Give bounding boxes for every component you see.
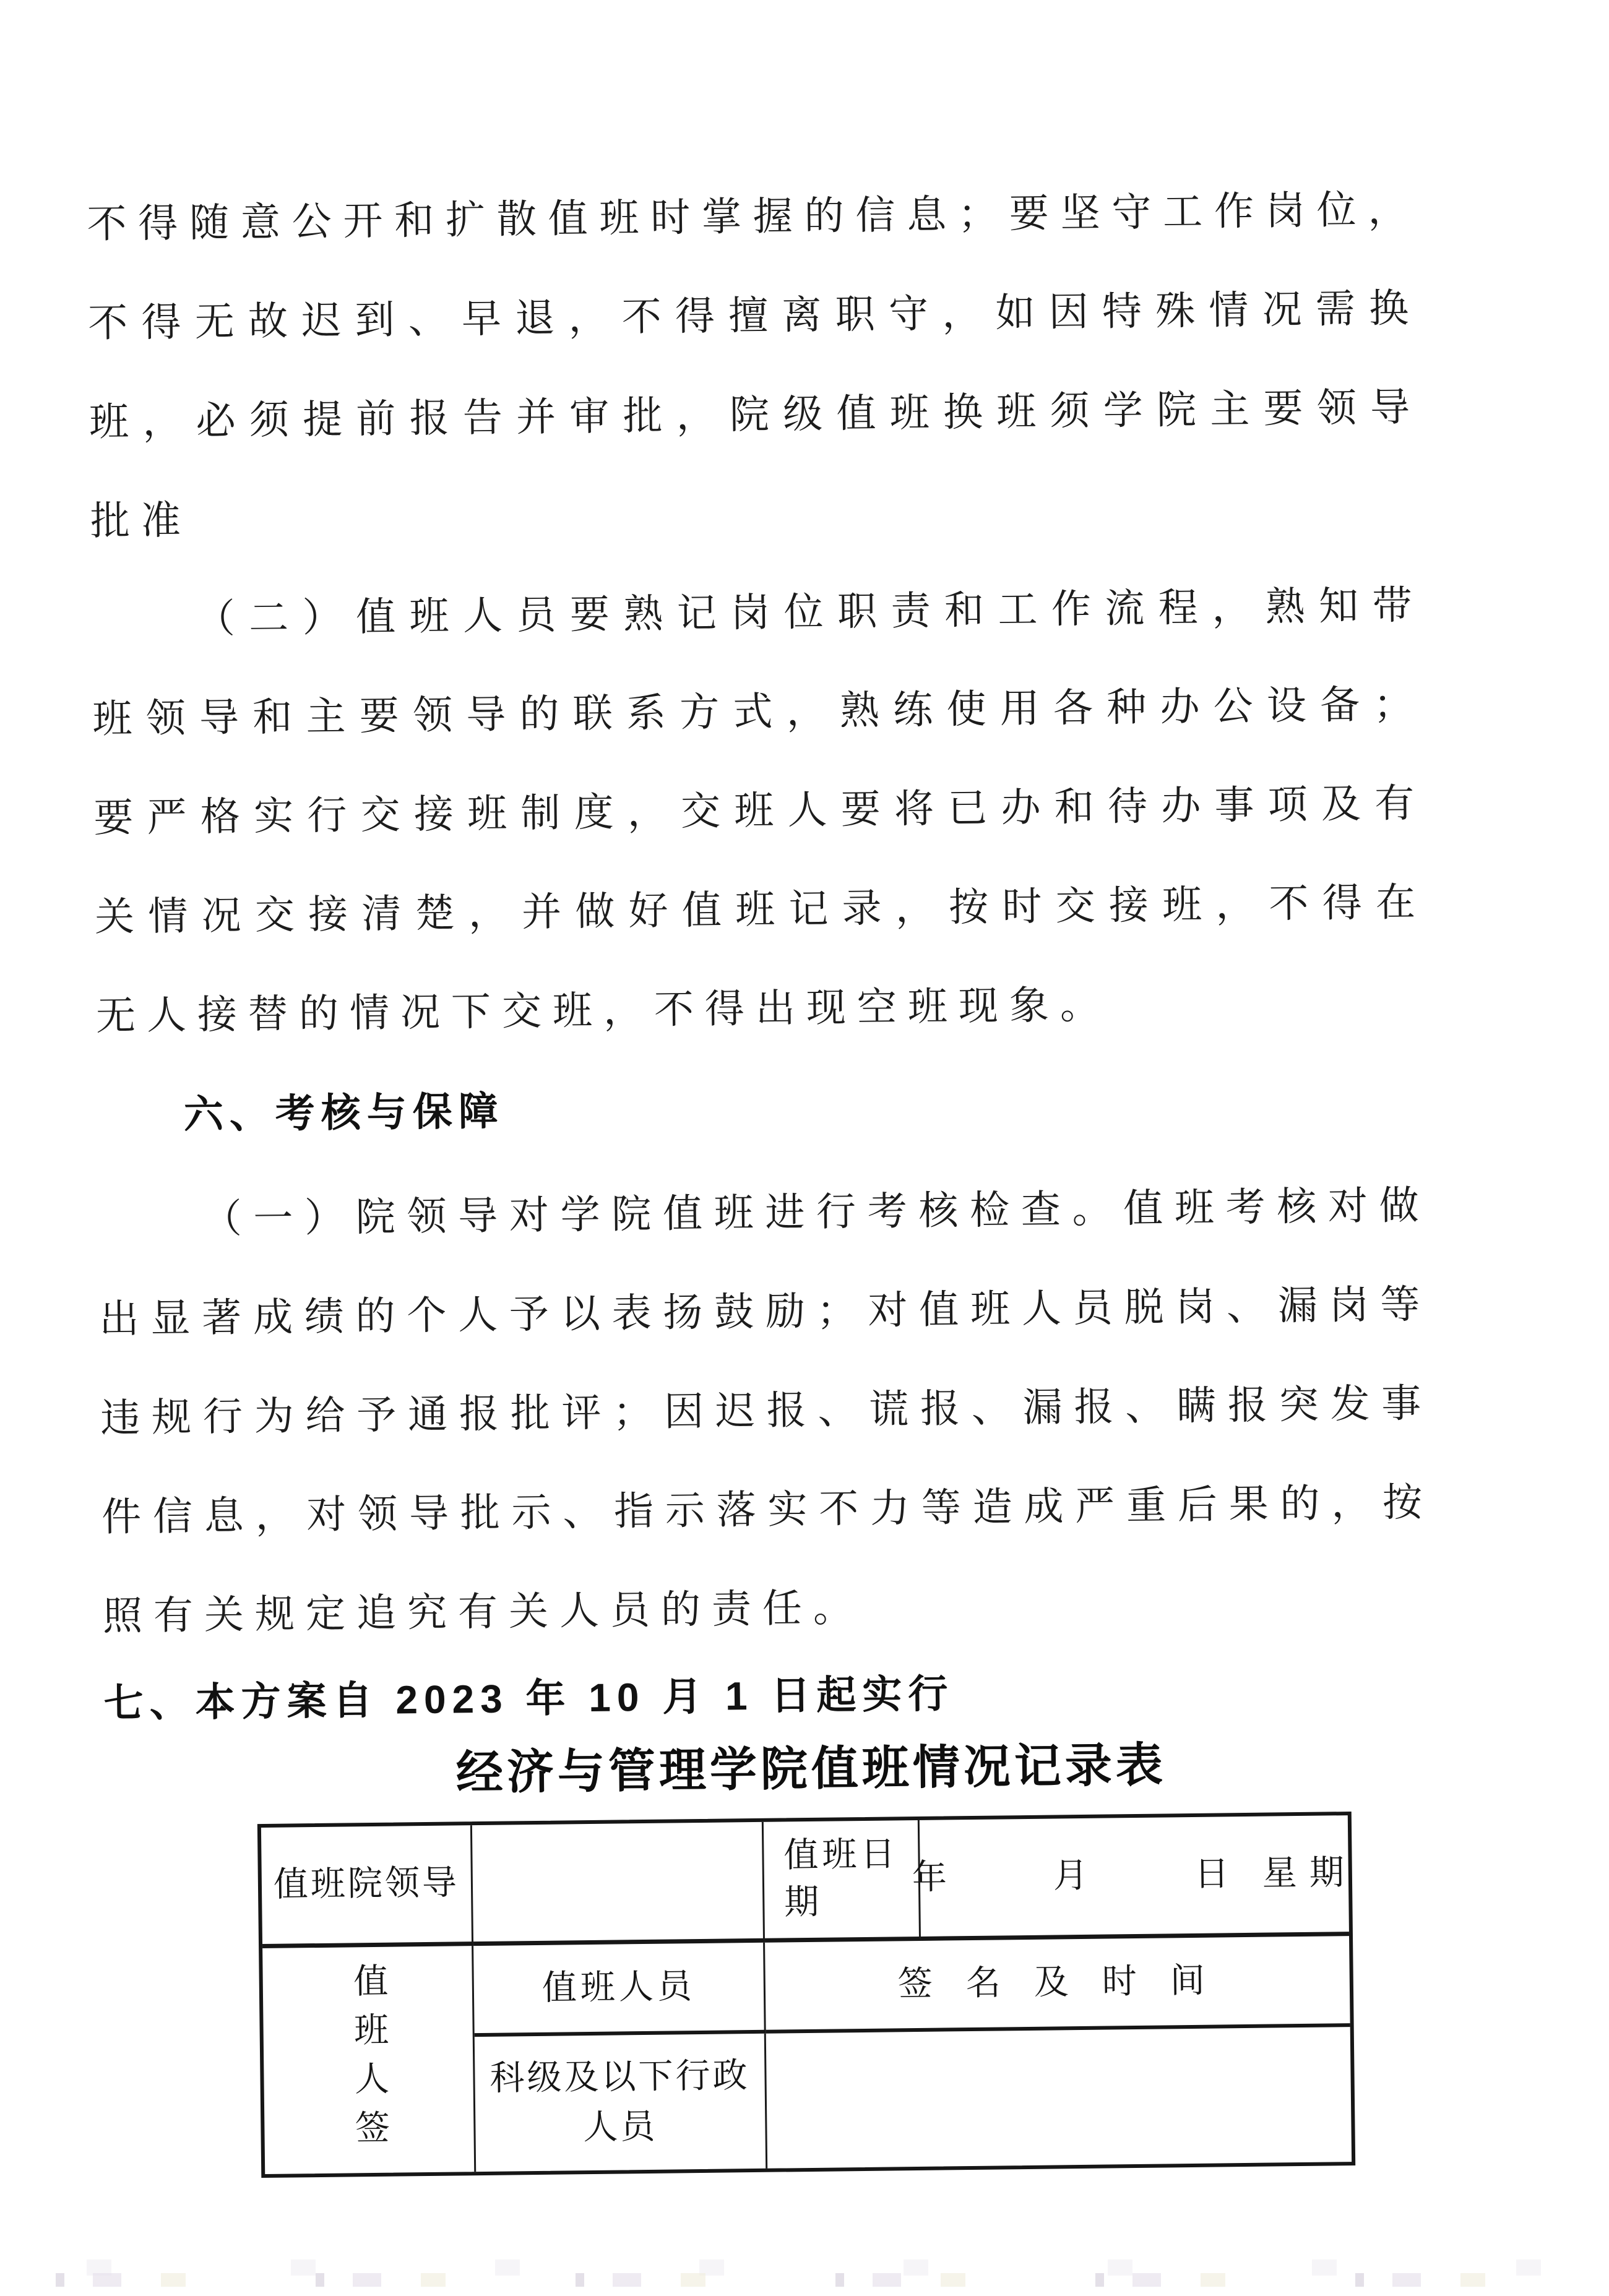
body-line-8: 关情况交接清楚，并做好值班记录，按时交接班，不得在: [94, 880, 1427, 939]
cell-duty-date-value: 年 月 日 星期: [920, 1815, 1349, 1941]
cell-admin-staff-label: 科级及以下行政人员: [475, 2034, 767, 2172]
body-line-14: 件信息，对领导批示、指示落实不力等造成严重后果的，按: [101, 1480, 1434, 1539]
body-line-3: 班，必须提前报告并审批，院级值班换班须学院主要领导: [88, 385, 1421, 445]
body-line-12: 出显著成绩的个人予以表扬鼓励；对值班人员脱岗、漏岗等: [99, 1282, 1431, 1341]
cell-signature-time-label: 签 名 及 时 间: [765, 1936, 1350, 2034]
duty-record-table: [257, 1812, 1355, 2178]
body-line-4: 批准: [90, 498, 192, 544]
cell-duty-person-label: 值班人员: [473, 1943, 766, 2037]
cell-duty-date-label: 值班日期: [764, 1820, 921, 1943]
cell-duty-leader-label: 值班院领导: [261, 1825, 473, 1948]
body-line-2: 不得无故迟到、早退，不得擅离职守，如因特殊情况需换: [87, 286, 1420, 346]
body-line-6: 班领导和主要领导的联系方式，熟练使用各种办公设备；: [92, 682, 1425, 742]
cell-duty-leader-value: [472, 1822, 765, 1946]
body-line-7: 要严格实行交接班制度，交班人要将已办和待办事项及有: [93, 781, 1426, 840]
body-line-5-para2-start: （二）值班人员要熟记岗位职责和工作流程，熟知带: [195, 583, 1424, 642]
body-line-15: 照有关规定追究有关人员的责任。: [102, 1585, 865, 1638]
body-line-1: 不得随意公开和扩散值班时掌握的信息；要坚守工作岗位，: [87, 187, 1419, 247]
duty-record-table-title: 经济与管理学院值班情况记录表: [455, 1739, 1167, 1800]
section-heading-six: 六、考核与保障: [183, 1088, 505, 1137]
cell-admin-staff-value: [766, 2027, 1352, 2169]
scan-edge-noise: [0, 2273, 1609, 2287]
section-heading-seven: 七、本方案自 2023 年 10 月 1 日起实行: [103, 1671, 954, 1726]
body-line-13: 违规行为给予通报批评；因迟报、谎报、漏报、瞒报突发事: [100, 1381, 1433, 1440]
body-line-9: 无人接替的情况下交班，不得出现空班现象。: [95, 982, 1111, 1038]
cell-duty-sign-group-label: 值班人签: [262, 1946, 476, 2174]
body-line-11-para3-start: （一）院领导对学院值班进行考核检查。值班考核对做: [202, 1183, 1431, 1242]
